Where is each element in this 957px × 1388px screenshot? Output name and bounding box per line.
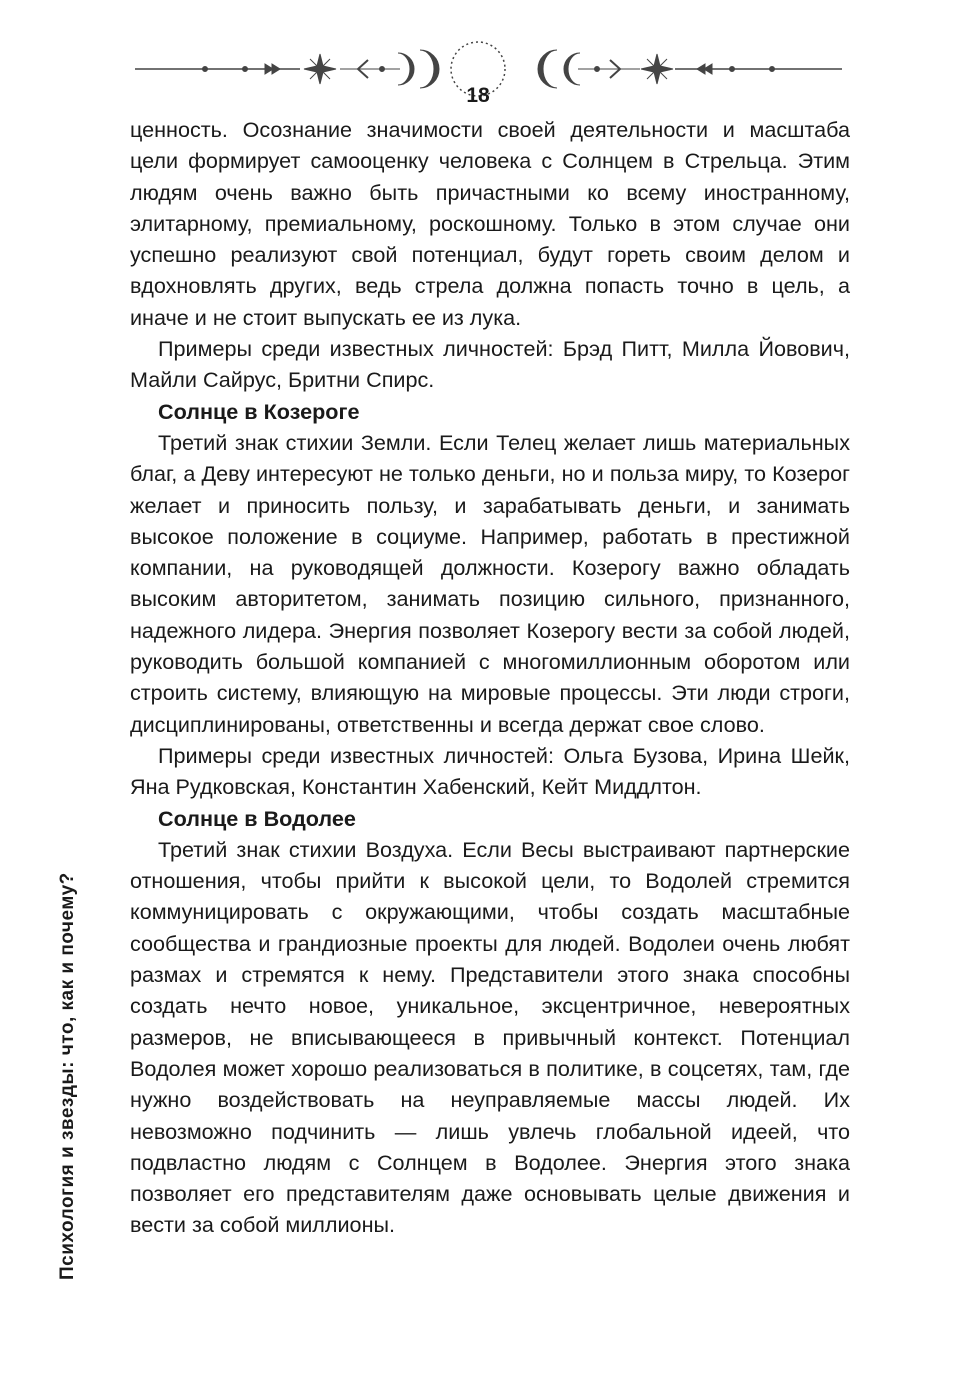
page-header-ornament: [0, 30, 957, 110]
section-heading-aquarius: Солнце в Водолее: [158, 805, 356, 831]
paragraph: Примеры среди известных личностей: Брэд Питт, Милла Йовович, Майли Сайрус, Бритни Спирс.: [130, 336, 850, 393]
section-heading-capricorn: Солнце в Козероге: [158, 398, 360, 424]
page-number: 18: [466, 84, 490, 107]
page-body: [130, 114, 850, 1241]
paragraph: ценность. Осознание значимости своей деятельности и масштаба цели формирует самооценку человека с Солнцем в Стрельца. Этим людям очень важно быть причастными ко всему иностранному, элитарному, премиальному, роскошному. Только в этом случае они успешно реализуют свой потенциал, будут гореть своим делом и вдохновлять других, ведь стрела должна попасть точно в цель, а иначе и не стоит выпускать ее из лука.: [130, 117, 850, 330]
paragraph: Примеры среди известных личностей: Ольга Бузова, Ирина Шейк, Яна Рудковская, Константин Хабенский, Кейт Миддлтон.: [130, 742, 850, 800]
paragraph: Третий знак стихии Земли. Если Телец желает лишь материальных благ, а Деву интересуют не только деньги, но и польза миру, то Козерог желает и приносить пользу, и зарабатывать деньги, и занимать высокое положение в социуме. Например, работать в престижной компании, на руководящей должности. Козерогу важно обладать высоким авторитетом, занимать позицию сильного, признанного, надежного лидера. Энергия позволяет Козерогу вести за собой людей, руководить большой компанией с многомиллионным оборотом или строить систему, влияющую на мировые процессы. Эти люди строги, дисциплинированы, ответственны и всегда держат свое слово.: [130, 429, 850, 737]
paragraph: Третий знак стихии Воздуха. Если Весы выстраивают партнерские отношения, чтобы прийти к высокой цели, то Водолей стремится коммуницировать с окружающими, чтобы создать масштабные сообщества и грандиозные проекты для людей. Водолеи очень любят размах и стремятся к нему. Представители этого знака способны создать нечто новое, уникальное, эксцентричное, невероятных размеров, не вписывающееся в привычный контекст. Потенциал Водолея может хорошо реализоваться в политике, в соцсетях, там, где нужно воздействовать на неуправляемые массы людей. Их невозможно подчинить — лишь увлечь глобальной идеей, что подвластно людям с Солнцем в Водолее. Энергия этого знака позволяет его представителям даже основывать целые движения и вести за собой миллионы.: [130, 836, 850, 1238]
book-title-vertical: Психология и звезды: что, как и почему?: [57, 872, 78, 1280]
